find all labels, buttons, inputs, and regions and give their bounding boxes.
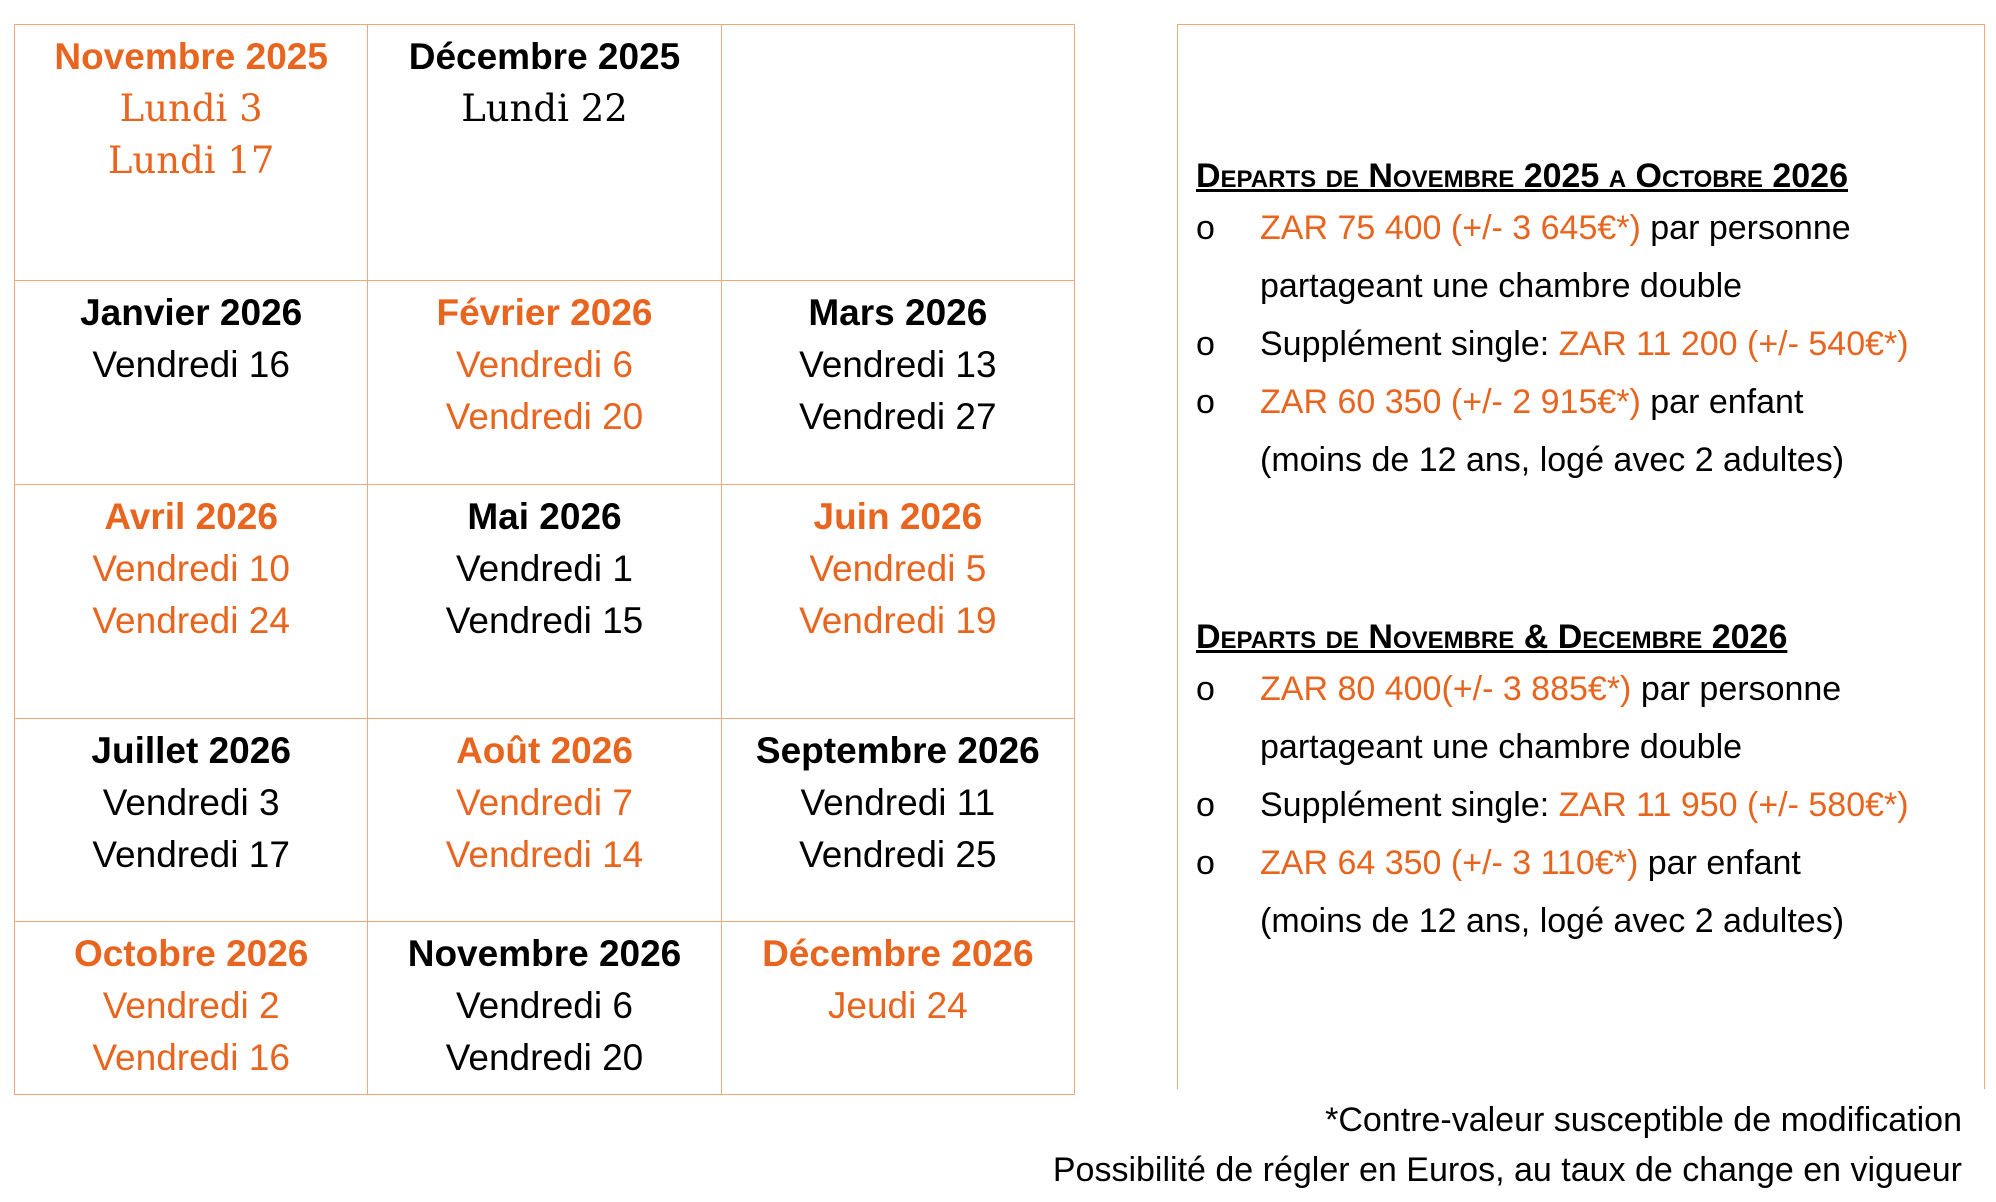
pricing-section-2025-2026 (1196, 153, 1909, 489)
price-detail: (moins de 12 ans, logé avec 2 adultes) (1260, 902, 1845, 940)
departure-date: Vendredi 5 (809, 548, 987, 589)
calendar-cell (368, 281, 721, 485)
month-heading: Avril 2026 (104, 496, 278, 537)
calendar-cell (368, 25, 721, 281)
calendar-row (15, 25, 1075, 281)
price-label: Supplément single: (1260, 325, 1559, 363)
price-unit: par enfant (1640, 383, 1804, 421)
departure-date: Vendredi 13 (799, 344, 997, 385)
price-item (1196, 834, 1909, 892)
departure-date: Vendredi 3 (102, 782, 280, 823)
price-item (1196, 660, 1909, 718)
calendar-cell (15, 719, 368, 922)
month-heading: Novembre 2026 (407, 933, 682, 974)
month-heading: Février 2026 (436, 292, 653, 333)
price-amount: ZAR 80 400(+/- 3 885€*) (1260, 670, 1632, 708)
bullet-circle-icon: o (1196, 209, 1215, 247)
month-heading: Novembre 2025 (54, 36, 328, 77)
departure-date: Vendredi 15 (445, 600, 644, 641)
month-heading: Octobre 2026 (73, 933, 309, 974)
departure-date: Vendredi 2 (102, 985, 280, 1026)
price-amount: ZAR 75 400 (+/- 3 645€*) (1260, 209, 1641, 247)
month-heading: Août 2026 (456, 730, 633, 771)
departure-date: Vendredi 19 (799, 600, 997, 641)
price-item (1196, 776, 1909, 834)
departure-date: Vendredi 10 (92, 548, 290, 589)
departure-date: Vendredi 16 (92, 344, 290, 385)
calendar-cell (368, 719, 721, 922)
bullet-circle-icon: o (1196, 325, 1215, 363)
bullet-circle-icon: o (1196, 383, 1215, 421)
price-unit: par personne (1640, 209, 1851, 247)
departure-date: Lundi 3 (119, 87, 263, 130)
bullet-circle-icon: o (1196, 786, 1215, 824)
month-heading: Mai 2026 (467, 496, 622, 537)
calendar-cell (15, 281, 368, 485)
calendar-row (15, 922, 1075, 1095)
calendar-cell (721, 719, 1074, 922)
section-title: Departs de Novembre & Decembre 2026 (1196, 618, 1788, 656)
departure-date: Lundi 17 (107, 139, 275, 182)
departure-calendar (14, 24, 1075, 1095)
price-item (1196, 199, 1909, 257)
departure-date: Vendredi 17 (92, 834, 290, 875)
price-label: Supplément single: (1260, 786, 1559, 824)
section-title: Departs de Novembre 2025 a Octobre 2026 (1196, 157, 1848, 195)
price-unit: par personne (1631, 670, 1842, 708)
price-amount: ZAR 60 350 (+/- 2 915€*) (1260, 383, 1641, 421)
departure-date: Vendredi 20 (445, 1037, 644, 1078)
calendar-cell (721, 281, 1074, 485)
calendar-cell (15, 922, 368, 1095)
departure-date: Vendredi 1 (456, 548, 633, 589)
calendar-row (15, 485, 1075, 719)
price-detail: partageant une chambre double (1260, 728, 1743, 766)
calendar-cell (15, 485, 368, 719)
departure-date: Vendredi 16 (92, 1037, 290, 1078)
departure-date: Vendredi 25 (799, 834, 997, 875)
month-heading: Janvier 2026 (80, 292, 303, 333)
departure-date: Lundi 22 (461, 87, 628, 130)
departure-date: Vendredi 20 (445, 396, 644, 437)
calendar-row (15, 719, 1075, 922)
departure-date: Vendredi 27 (799, 396, 997, 437)
month-heading: Décembre 2025 (408, 36, 681, 77)
month-heading: Juillet 2026 (91, 730, 291, 771)
calendar-cell (15, 25, 368, 281)
month-heading: Juin 2026 (813, 496, 983, 537)
price-amount: ZAR 64 350 (+/- 3 110€*) (1260, 844, 1639, 882)
departure-date: Vendredi 6 (456, 985, 633, 1026)
departure-date: Vendredi 7 (456, 782, 633, 823)
calendar-cell-empty (721, 25, 1074, 281)
departure-date: Vendredi 24 (92, 600, 290, 641)
month-heading: Septembre 2026 (755, 730, 1040, 771)
price-amount: ZAR 11 950 (+/- 580€*) (1558, 786, 1909, 824)
departure-date: Jeudi 24 (827, 985, 968, 1026)
calendar-cell (368, 485, 721, 719)
price-detail: partageant une chambre double (1260, 267, 1743, 305)
month-heading: Mars 2026 (808, 292, 988, 333)
calendar-cell (721, 485, 1074, 719)
price-detail: (moins de 12 ans, logé avec 2 adultes) (1260, 441, 1845, 479)
month-heading: Décembre 2026 (762, 933, 1034, 974)
calendar-cell (368, 922, 721, 1095)
price-item (1196, 373, 1909, 431)
price-unit: par enfant (1638, 844, 1801, 882)
pricing-section-nov-dec-2026 (1196, 614, 1909, 950)
bullet-circle-icon: o (1196, 670, 1215, 708)
departure-date: Vendredi 11 (800, 782, 996, 823)
departure-date: Vendredi 6 (456, 344, 633, 385)
calendar-row (15, 281, 1075, 485)
price-amount: ZAR 11 200 (+/- 540€*) (1558, 325, 1909, 363)
footnote-payment-euros: Possibilité de régler en Euros, au taux de change en vigueur (1052, 1151, 1962, 1189)
price-item (1196, 315, 1909, 373)
bullet-circle-icon: o (1196, 844, 1215, 882)
pricing-panel (1177, 24, 1985, 1089)
calendar-cell (721, 922, 1074, 1095)
footnote-exchange-rate: *Contre-valeur susceptible de modification (1325, 1101, 1962, 1139)
departure-date: Vendredi 14 (445, 834, 644, 875)
